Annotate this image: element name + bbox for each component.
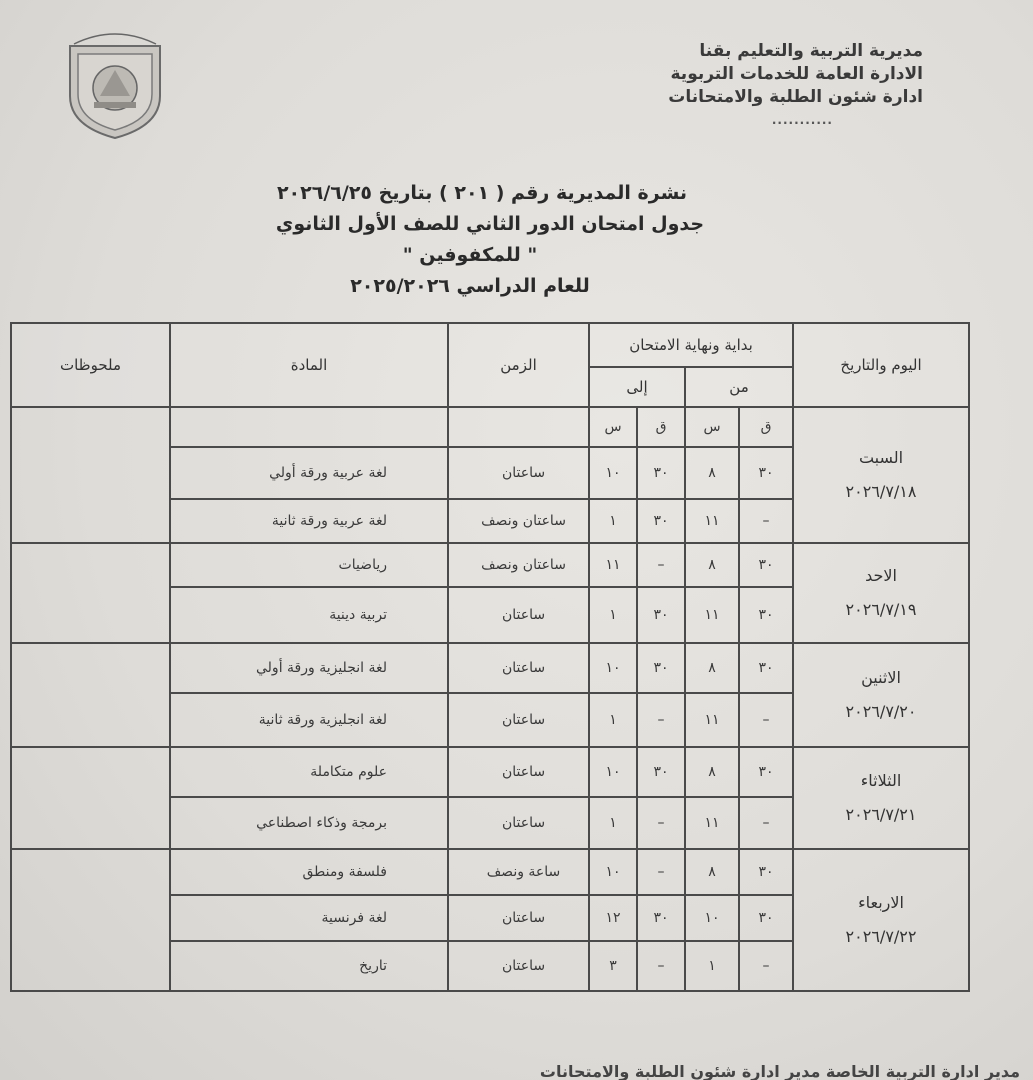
day-date: ٢٠٢٦/٧/١٩ — [845, 600, 917, 619]
subject-cell-empty — [170, 407, 448, 447]
end-hour-cell: ١١ — [589, 543, 637, 587]
start-minute-cell: ٣٠ — [739, 895, 793, 941]
header-dots: ........... — [771, 113, 833, 127]
duration-cell: ساعتان — [448, 447, 589, 499]
notes-cell — [11, 849, 170, 991]
header-exam-range: بداية ونهاية الامتحان — [589, 323, 793, 367]
start-hour-cell: ٨ — [685, 849, 739, 895]
end-hour-cell: ١ — [589, 499, 637, 543]
day-name: الثلاثاء — [860, 771, 902, 790]
time-unit-label-hour: س — [589, 407, 637, 447]
audience-title: " للمكفوفين " — [402, 244, 538, 266]
duration-cell: ساعتان — [448, 941, 589, 991]
header-duration: الزمن — [448, 323, 589, 407]
table-row — [11, 543, 969, 587]
duration-cell: ساعتان ونصف — [448, 499, 589, 543]
duration-cell: ساعتان — [448, 747, 589, 797]
duration-cell: ساعتان — [448, 643, 589, 693]
subject-cell: لغة عربية ورقة ثانية — [170, 499, 448, 543]
notes-cell — [11, 543, 170, 643]
day-name: الاربعاء — [858, 893, 904, 912]
academic-year-title: للعام الدراسي ٢٠٢٥/٢٠٢٦ — [350, 275, 590, 297]
subject-cell: رياضيات — [170, 543, 448, 587]
day-date: ٢٠٢٦/٧/٢١ — [845, 805, 917, 824]
directorate-seal-logo — [60, 26, 170, 141]
subject-cell: برمجة وذكاء اصطناعي — [170, 797, 448, 849]
end-minute-cell: – — [637, 543, 685, 587]
header-notes: ملحوظات — [11, 323, 170, 407]
start-hour-cell: ١١ — [685, 797, 739, 849]
time-unit-label-hour: س — [685, 407, 739, 447]
header-to: إلى — [589, 367, 685, 407]
start-minute-cell: – — [739, 797, 793, 849]
start-minute-cell: ٣٠ — [739, 747, 793, 797]
start-hour-cell: ١١ — [685, 693, 739, 747]
start-hour-cell: ٨ — [685, 747, 739, 797]
subject-cell: لغة عربية ورقة أولي — [170, 447, 448, 499]
day-date-cell — [793, 543, 969, 643]
duration-cell: ساعتان — [448, 895, 589, 941]
end-minute-cell: – — [637, 693, 685, 747]
day-date-cell — [793, 407, 969, 543]
notes-cell — [11, 643, 170, 747]
end-minute-cell: ٣٠ — [637, 643, 685, 693]
start-hour-cell: ١١ — [685, 499, 739, 543]
duration-cell: ساعة ونصف — [448, 849, 589, 895]
end-hour-cell: ١٢ — [589, 895, 637, 941]
subject-cell: لغة انجليزية ورقة أولي — [170, 643, 448, 693]
duration-cell: ساعتان — [448, 587, 589, 643]
subject-cell: تربية دينية — [170, 587, 448, 643]
signatures-footer: مدير ادارة التربية الخاصة مدير ادارة شئون الطلبة والامتحانات — [539, 1062, 1020, 1080]
end-hour-cell: ٣ — [589, 941, 637, 991]
table-row — [11, 643, 969, 693]
time-unit-label-minute: ق — [739, 407, 793, 447]
start-minute-cell: ٣٠ — [739, 587, 793, 643]
day-date-cell — [793, 849, 969, 991]
end-hour-cell: ١ — [589, 587, 637, 643]
document-titles — [230, 178, 750, 302]
end-hour-cell: ١٠ — [589, 447, 637, 499]
start-hour-cell: ١ — [685, 941, 739, 991]
header-day-date: اليوم والتاريخ — [793, 323, 969, 407]
day-date-cell — [793, 747, 969, 849]
day-name: السبت — [858, 448, 904, 467]
end-hour-cell: ١٠ — [589, 643, 637, 693]
table-row — [11, 407, 969, 447]
end-hour-cell: ١٠ — [589, 747, 637, 797]
start-hour-cell: ١١ — [685, 587, 739, 643]
subject-cell: تاريخ — [170, 941, 448, 991]
duration-cell: ساعتان — [448, 797, 589, 849]
time-unit-label-minute: ق — [637, 407, 685, 447]
start-hour-cell: ٨ — [685, 643, 739, 693]
end-hour-cell: ١ — [589, 797, 637, 849]
table-row — [11, 849, 969, 895]
start-minute-cell: ٣٠ — [739, 543, 793, 587]
day-name: الاحد — [865, 566, 897, 585]
day-name: الاثنين — [861, 668, 901, 687]
subject-cell: لغة انجليزية ورقة ثانية — [170, 693, 448, 747]
header-line-exams-admin: ادارة شئون الطلبة والامتحانات — [668, 87, 923, 107]
day-date-cell — [793, 643, 969, 747]
end-minute-cell: – — [637, 941, 685, 991]
notes-cell — [11, 407, 170, 543]
duration-cell-empty — [448, 407, 589, 447]
end-minute-cell: ٣٠ — [637, 447, 685, 499]
end-minute-cell: ٣٠ — [637, 587, 685, 643]
header-line-general-admin: الادارة العامة للخدمات التربوية — [670, 64, 923, 84]
subject-cell: لغة فرنسية — [170, 895, 448, 941]
end-minute-cell: ٣٠ — [637, 895, 685, 941]
start-hour-cell: ١٠ — [685, 895, 739, 941]
start-minute-cell: ٣٠ — [739, 447, 793, 499]
exam-schedule-table — [10, 322, 970, 992]
subject-cell: فلسفة ومنطق — [170, 849, 448, 895]
start-hour-cell: ٨ — [685, 543, 739, 587]
end-minute-cell: ٣٠ — [637, 499, 685, 543]
end-minute-cell: ٣٠ — [637, 747, 685, 797]
start-minute-cell: ٣٠ — [739, 849, 793, 895]
day-date: ٢٠٢٦/٧/١٨ — [845, 482, 917, 501]
start-minute-cell: – — [739, 693, 793, 747]
header-from: من — [685, 367, 793, 407]
bulletin-number-title: نشرة المديرية رقم ( ٢٠١ ) بتاريخ ٢٠٢٦/٦/٢٥ — [276, 182, 688, 204]
header-line-directorate: مديرية التربية والتعليم بقنا — [699, 41, 923, 61]
subject-cell: علوم متكاملة — [170, 747, 448, 797]
day-date: ٢٠٢٦/٧/٢٠ — [845, 702, 917, 721]
end-minute-cell: – — [637, 797, 685, 849]
notes-cell — [11, 747, 170, 849]
directorate-header — [593, 40, 923, 132]
duration-cell: ساعتان — [448, 693, 589, 747]
day-date: ٢٠٢٦/٧/٢٢ — [845, 927, 917, 946]
start-minute-cell: – — [739, 499, 793, 543]
duration-cell: ساعتان ونصف — [448, 543, 589, 587]
schedule-title: جدول امتحان الدور الثاني للصف الأول الثانوي — [275, 213, 705, 235]
header-subject: المادة — [170, 323, 448, 407]
end-hour-cell: ١ — [589, 693, 637, 747]
start-minute-cell: ٣٠ — [739, 643, 793, 693]
end-minute-cell: – — [637, 849, 685, 895]
start-minute-cell: – — [739, 941, 793, 991]
end-hour-cell: ١٠ — [589, 849, 637, 895]
start-hour-cell: ٨ — [685, 447, 739, 499]
table-row — [11, 747, 969, 797]
